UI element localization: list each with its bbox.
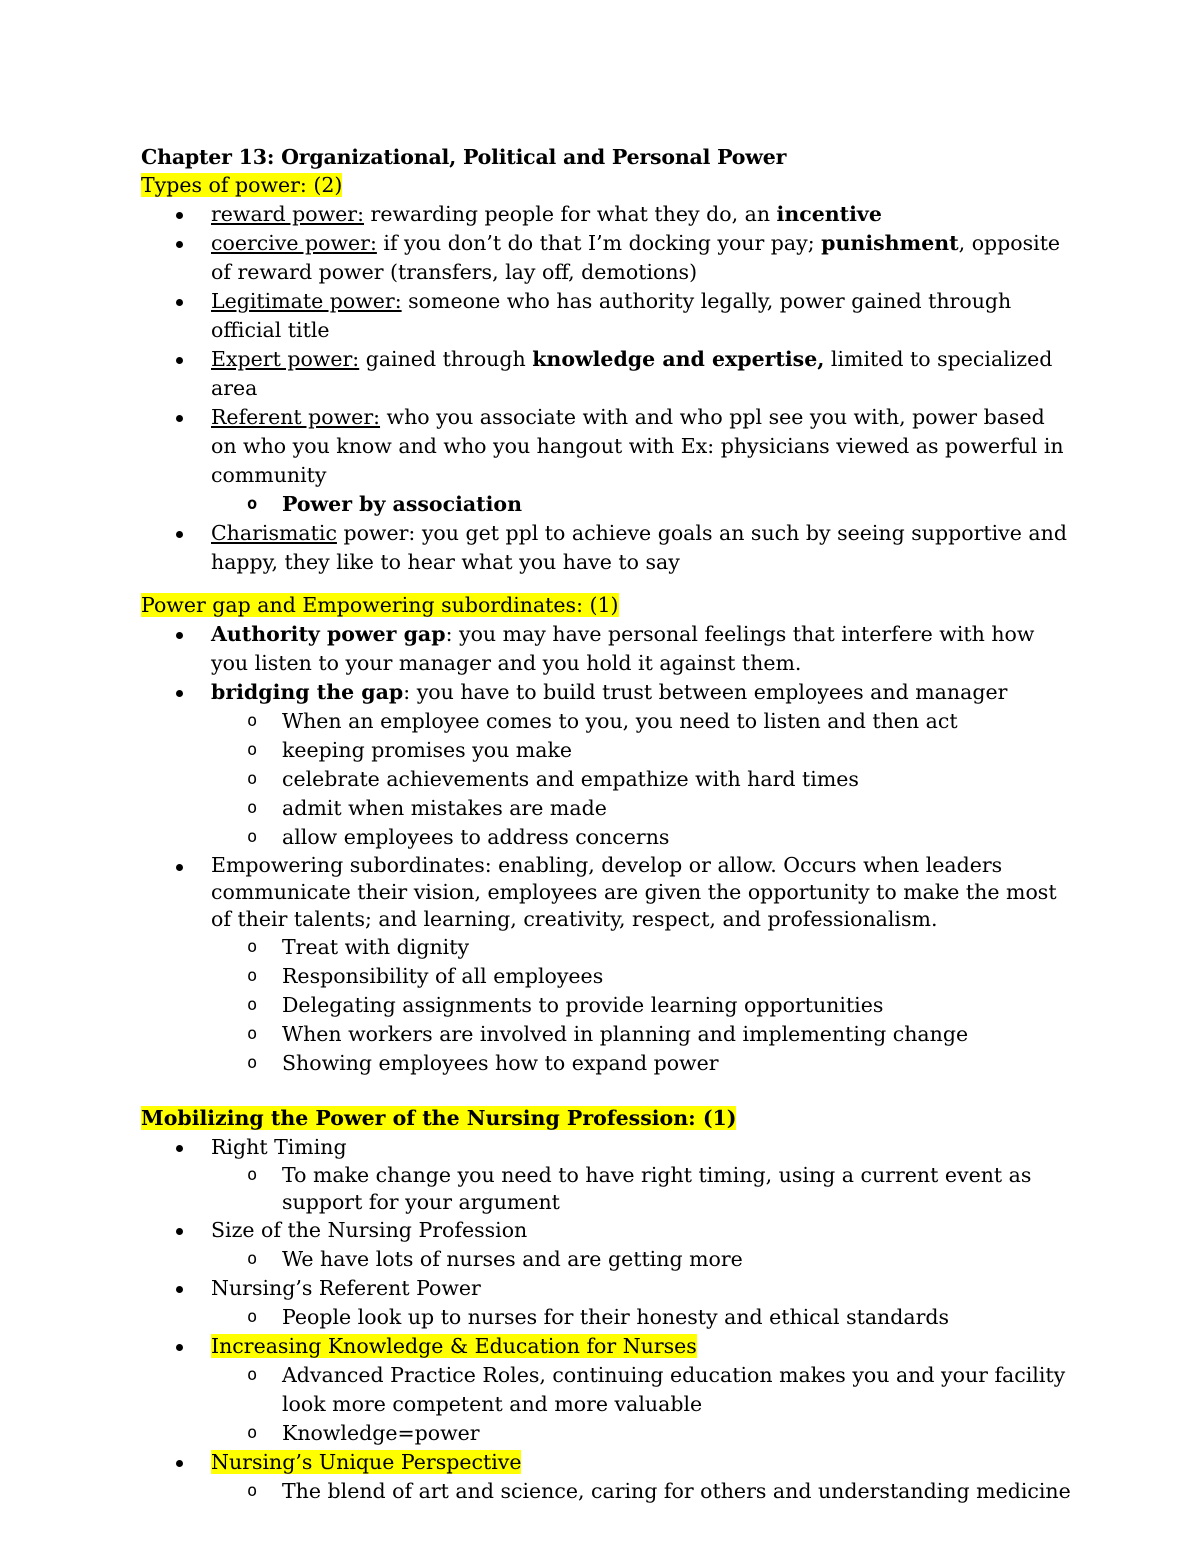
list-item: Legitimate power: someone who has authority legally, power gained through official title bbox=[141, 287, 1071, 345]
sub-list-item: o Responsibility of all employees bbox=[141, 962, 1071, 991]
sub-list-item: o Delegating assignments to provide learning opportunities bbox=[141, 991, 1071, 1020]
sub-list-item: o Power by association bbox=[141, 490, 1071, 519]
section-heading: Mobilizing the Power of the Nursing Profession: (1) bbox=[141, 1106, 737, 1130]
section-mobilizing-power bbox=[141, 1104, 1071, 1506]
section-types-of-power bbox=[141, 171, 1071, 577]
list-item: bridging the gap: you have to build trust between employees and manager bbox=[141, 678, 1071, 707]
list-item: Size of the Nursing Profession bbox=[141, 1216, 1071, 1245]
sub-list-item: o The blend of art and science, caring for others and understanding medicine bbox=[141, 1477, 1071, 1506]
sub-list-item: o Treat with dignity bbox=[141, 933, 1071, 962]
list-item: coercive power: if you don’t do that I’m docking your pay; punishment, opposite of reward power (transfers, lay off, demotions) bbox=[141, 229, 1071, 287]
document-page bbox=[141, 143, 1071, 1506]
list-item: Empowering subordinates: enabling, develop or allow. Occurs when leaders communicate their vision, employees are given the opportunity to make the most of their talents; and learning, creativity, respect, and professionalism. bbox=[141, 852, 1071, 933]
section-power-gap bbox=[141, 591, 1071, 1078]
section-heading: Types of power: (2) bbox=[141, 173, 343, 197]
bullet-list bbox=[141, 200, 1071, 577]
sub-list-item: o Showing employees how to expand power bbox=[141, 1049, 1071, 1078]
list-item: Charismatic power: you get ppl to achieve goals an such by seeing supportive and happy, they like to hear what you have to say bbox=[141, 519, 1071, 577]
list-item: Nursing’s Referent Power bbox=[141, 1274, 1071, 1303]
sub-list-item: o Knowledge=power bbox=[141, 1419, 1071, 1448]
list-item: Authority power gap: you may have personal feelings that interfere with how you listen to your manager and you hold it against them. bbox=[141, 620, 1071, 678]
bullet-list bbox=[141, 1133, 1071, 1506]
sub-list-item: o To make change you need to have right timing, using a current event as support for your argument bbox=[141, 1162, 1071, 1216]
sub-list-item: o Advanced Practice Roles, continuing education makes you and your facility look more competent and more valuable bbox=[141, 1361, 1071, 1419]
sub-list-item: o When workers are involved in planning and implementing change bbox=[141, 1020, 1071, 1049]
sub-list-item: o We have lots of nurses and are getting more bbox=[141, 1245, 1071, 1274]
sub-list-item: o admit when mistakes are made bbox=[141, 794, 1071, 823]
sub-list-item: o allow employees to address concerns bbox=[141, 823, 1071, 852]
list-item: Expert power: gained through knowledge and expertise, limited to specialized area bbox=[141, 345, 1071, 403]
list-item: reward power: rewarding people for what they do, an incentive bbox=[141, 200, 1071, 229]
list-item: Right Timing bbox=[141, 1133, 1071, 1162]
section-heading: Power gap and Empowering subordinates: (1) bbox=[141, 593, 619, 617]
page-title: Chapter 13: Organizational, Political and Personal Power bbox=[141, 145, 787, 169]
sub-list-item: o celebrate achievements and empathize with hard times bbox=[141, 765, 1071, 794]
list-item: Referent power: who you associate with and who ppl see you with, power based on who you know and who you hangout with Ex: physicians viewed as powerful in community bbox=[141, 403, 1071, 490]
sub-list-item: o keeping promises you make bbox=[141, 736, 1071, 765]
list-item: Nursing’s Unique Perspective bbox=[141, 1448, 1071, 1477]
list-item: Increasing Knowledge & Education for Nurses bbox=[141, 1332, 1071, 1361]
bullet-list bbox=[141, 620, 1071, 1078]
sub-list-item: o People look up to nurses for their honesty and ethical standards bbox=[141, 1303, 1071, 1332]
sub-list-item: o When an employee comes to you, you need to listen and then act bbox=[141, 707, 1071, 736]
